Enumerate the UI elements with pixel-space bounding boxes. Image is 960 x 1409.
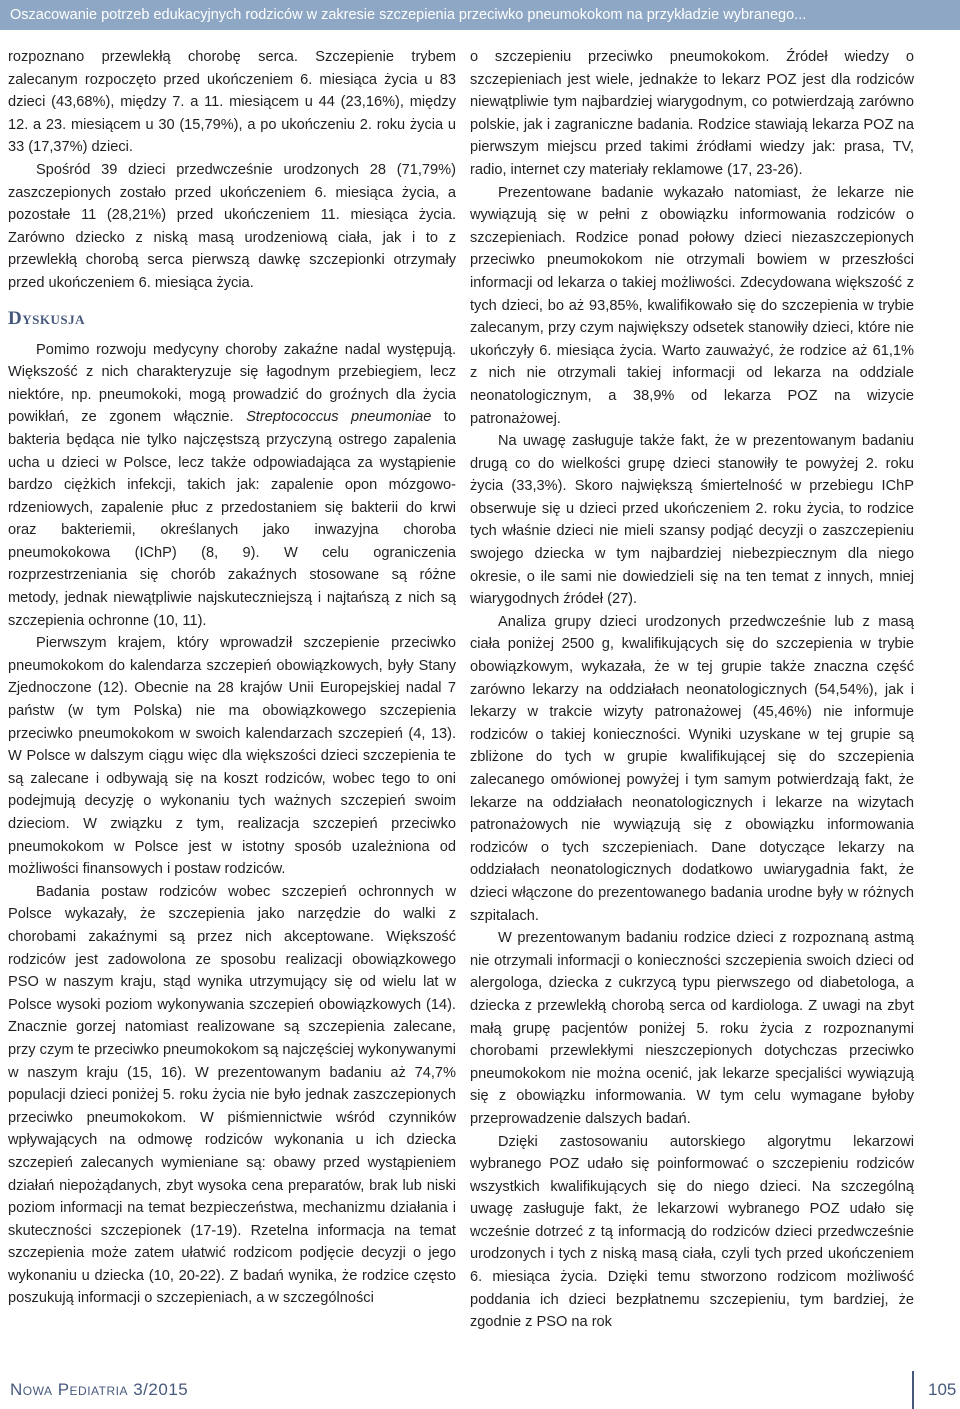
running-title: Oszacowanie potrzeb edukacyjnych rodziców w zakresie szczepienia przeciwko pneumokokom na przykładzie wybranego... (10, 7, 807, 23)
paragraph: Na uwagę zasługuje także fakt, że w prezentowanym badaniu drugą co do wielkości grupę dzieci stanowiły te powyżej 2. roku życia (33,3%). Skoro największą śmiertelność w przebiegu IChP obserwuje się u dzieci przed ukończeniem 2. roku życia, to rodzice tych właśnie dzieci nie mieli szansy podjąć decyzji o zaszczepieniu swojego dziecka w tym najbardziej niebezpiecznym dla niego okresie, o ile sami nie dowiedzieli się na ten temat z innych, mniej wiarygodnych źródeł (27). (470, 433, 914, 608)
paragraph (8, 339, 456, 633)
paragraph: Spośród 39 dzieci przedwcześnie urodzonych 28 (71,79%) zaszczepionych zostało przed ukończeniem 6. miesiąca życia, a pozostałe 11 (28,21%) przed ukończeniem 11. miesiąca życia. Zarówno dziecko z niską masą urodzeniową ciała, jak i to z przewlekłą chorobą serca pierwszą dawkę szczepionki otrzymały przed ukończeniem 6. miesiąca życia. (8, 161, 456, 291)
paragraph: Pierwszym krajem, który wprowadził szczepienie przeciwko pneumokokom do kalendarza szczepień obowiązkowych, były Stany Zjednoczone (12). Obecnie na 28 krajów Unii Europejskiej nadal 7 państw (w tym Polska) nie ma obowiązkowego szczepienia przeciwko pneumokokom w swoich kalendarzach szczepień (4, 13). W Polsce w dalszym ciągu więc dla większości dzieci szczepienia te są zalecane i odbywają się na koszt rodziców, wobec tego to oni podejmują decyzję o wykonaniu tych ważnych szczepień swoim dzieciom. W związku z tym, realizacja szczepień przeciwko pneumokokom w Polsce jest w istotny sposób uzależniona od możliwości finansowych i postaw rodziców. (8, 635, 456, 878)
left-column (8, 46, 456, 1310)
paragraph: Analiza grupy dzieci urodzonych przedwcześnie lub z masą ciała poniżej 2500 g, kwalifikujących się do szczepienia w trybie obowiązkowym, wykazała, że w tej grupie także znaczna część zarówno lekarzy na oddziałach neonatologicznych (54,54%), jak i lekarzy w trakcie wizyty patronażowej (45,46%) nie informuje rodziców o takiej konieczności. Wyniki uzyskane w tej grupie są zbliżone do tych w grupie kwalifikującej się do szczepienia zalecanego omówionej powyżej i tym samym potwierdzają fakt, że lekarze na oddziałach neonatologicznych i lekarze na wizytach patronażowych nie wywiązują się z obowiązku informowania rodziców o tych szczepieniach. Dane dotyczące lekarzy na oddziałach neonatologicznych dodatkowo uwiarygadnia fakt, że dzieci włączone do prezentowanego badania urodne były w różnych szpitalach. (470, 613, 914, 924)
running-header (0, 0, 960, 30)
journal-name: Nowa Pediatria 3/2015 (10, 1380, 189, 1399)
right-column (470, 46, 914, 1334)
paragraph: Dzięki zastosowaniu autorskiego algorytmu lekarzowi wybranego POZ udało się poinformować o szczepieniu rodziców wszystkich kwalifikujących się do niego dzieci. Na szczególną uwagę zasługuje fakt, że lekarzowi wybranego POZ udało się wcześnie dotrzeć z tą informacją do rodziców dzieci przedwcześnie urodzonych i tych z niską masą ciała, czyli tych przed ukończeniem 6. miesiąca życia. Dzięki temu stworzono rodzicom możliwość poddania ich dzieci bezpłatnemu szczepieniu, tym bardziej, że zgodnie z PSO na rok (470, 1133, 914, 1331)
paragraph: Badania postaw rodziców wobec szczepień ochronnych w Polsce wykazały, że szczepienia jako narzędzie do walki z chorobami zakaźnymi są przez nich akceptowane. Większość rodziców jest zadowolona ze sposobu realizacji obowiązkowego PSO w naszym kraju, stąd wynika utrzymujący się od wielu lat w Polsce wysoki poziom wykonywania szczepień obowiązkowych (14). Znacznie gorzej natomiast realizowane są szczepienia zalecane, przy czym te przeciwko pneumokokom są najczęściej wykonywanymi w naszym kraju (15, 16). W prezentowanym badaniu aż 74,7% populacji dzieci poniżej 5. roku życia nie było jednak zaszczepionych przeciwko pneumokokom. W piśmiennictwie wśród czynników wpływających na odmowę rodziców wykonania u ich dziecka szczepień zalecanych wymieniane są: obawy przed wystąpieniem działań niepożądanych, zbyt wysoka cena preparatów, brak lub niski poziom informacji na temat bezpieczeństwa, mechanizmu działania i skuteczności szczepionek (17-19). Rzetelna informacja na temat szczepienia może zatem ułatwić rodzicom podjęcie decyzji o jego wykonaniu u dziecka (10, 20-22). Z badań wynika, że rodzice często poszukują informacji o szczepieniach, a w szczególności (8, 883, 456, 1307)
journal-footer (10, 1380, 188, 1400)
text-run: Pomimo rozwoju medycyny choroby zakaźne nadal występują. Większość z nich charakteryzuje się łagodnym przebiegiem, lecz niektóre, np. pneumokoki, mogą prowadzić do groźnych dla życia powikłań, ze zgonem włącznie. (8, 341, 456, 426)
footer-divider (912, 1371, 914, 1409)
italic-species-name: Streptococcus pneumoniae (246, 409, 432, 426)
paragraph: o szczepieniu przeciwko pneumokokom. Źródeł wiedzy o szczepieniach jest wiele, jednakże to lekarz POZ jest dla rodziców niewątpliwie tym najbardziej wiarygodnym, co potwierdzają zarówno polskie, jak i zagraniczne badania. Rodzice stawiają lekarza POZ na pierwszym miejscu przed takimi źródłami wiedzy jak: prasa, TV, radio, internet czy materiały reklamowe (17, 23-26). (470, 49, 914, 178)
paragraph: rozpoznano przewlekłą chorobę serca. Szczepienie trybem zalecanym rozpoczęto przed ukończeniem 6. miesiąca życia u 83 dzieci (43,68%), między 7. a 11. miesiącem u 44 (23,16%), między 12. a 23. miesiącem u 30 (15,79%), a po ukończeniu 2. roku życia u 33 (17,37%) dzieci. (8, 49, 456, 156)
section-heading: Dyskusja (8, 307, 85, 329)
page-number: 105 (928, 1380, 957, 1399)
paragraph: Prezentowane badanie wykazało natomiast, że lekarze nie wywiązują się w pełni z obowiązku informowania rodziców o szczepieniach. Rodzice ponad połowy dzieci niezaszczepionych przeciwko pneumokokom nie otrzymali bowiem w przeszłości informacji od lekarza o takiej możliwości. Zdecydowana większość z tych dzieci, bo aż 93,85%, kwalifikowało się do szczepienia w trybie zalecanym, przy czym największy odsetek stanowiły dzieci, które nie ukończyły 6. miesiąca życia. Warto zauważyć, że rodzice aż 61,1% z nich nie otrzymali takiej informacji od lekarza na oddziale neonatologicznym, a 38,9% od lekarza POZ na wizycie patronażowej. (470, 184, 914, 427)
text-run: to bakteria będąca nie tylko najczęstszą przyczyną ostrego zapalenia ucha u dzieci w Polsce, lecz także odpowiadająca za wystąpienie bardzo ciężkich infekcji, takich jak: zapalenie opon mózgowo-rdzeniowych, zapalenie płuc z przedostaniem się bakterii do krwi oraz bakteriemii, określanych jako inwazyjna choroba pneumokokowa (IChP) (8, 9). W celu ograniczenia rozprzestrzeniania się chorób zakaźnych stosowane są różne metody, jednak niewątpliwie najskuteczniejszą i najtańszą z nich są szczepienia ochronne (10, 11). (8, 409, 456, 629)
paragraph: W prezentowanym badaniu rodzice dzieci z rozpoznaną astmą nie otrzymali informacji o konieczności szczepienia swoich dzieci od alergologa, dziecka z cukrzycą typu pierwszego od diabetologa, a dziecka z przewlekłą chorobą serca od kardiologa. Z uwagi na zbyt małą grupę pacjentów poniżej 5. roku życia z rozpoznanymi chorobami przewlekłymi nieszczepionych dotychczas przeciwko pneumokokom nie można ocenić, jak lekarze specjaliści wywiązują się z obowiązku informowania. W tym celu wymagane byłoby przeprowadzenie dalszych badań. (470, 930, 914, 1127)
